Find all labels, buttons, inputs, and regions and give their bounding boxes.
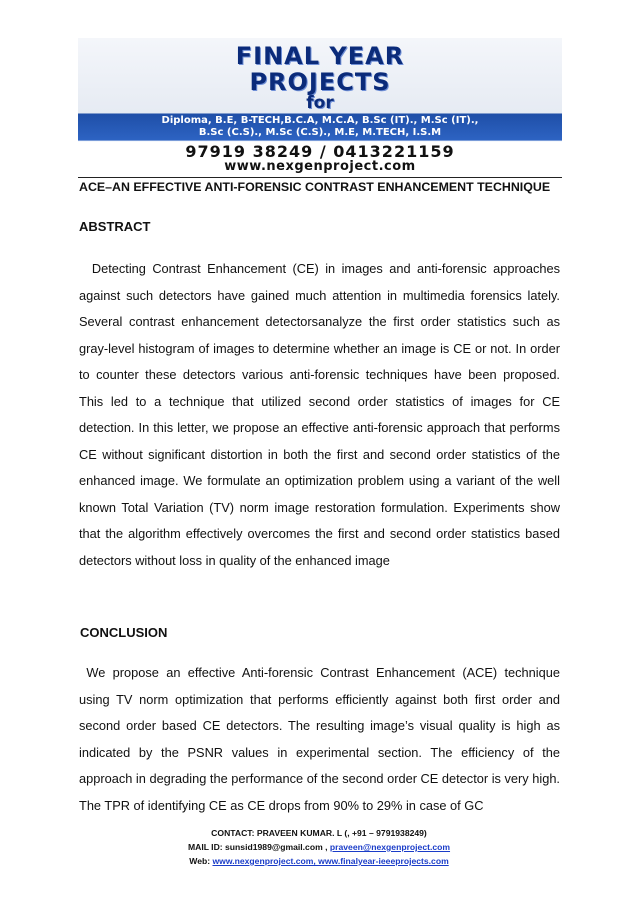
banner-line-3: for (306, 93, 334, 113)
banner-courses-line-1: Diploma, B.E, B-TECH,B.C.A, M.C.A, B.Sc (IT)., M.Sc (IT)., (161, 115, 479, 126)
banner-courses-line-2: B.Sc (C.S)., M.Sc (C.S)., M.E, M.TECH, I.S.M (198, 127, 442, 138)
banner-line-1: FINAL YEAR (235, 42, 405, 70)
abstract-text: Detecting Contrast Enhancement (CE) in images and anti-forensic approaches against such detectors have gained much attention in multimedia forensics lately. Several contrast enhancement detectorsanalyze the first order statistics such as gray-level histogram of images to determine whether an image is CE or not. In order to counter these detectors various anti-forensic techniques have been proposed. This led to a technique that utilized second order statistics of images for CE detection. In this letter, we propose an effective anti-forensic approach that performs CE without significant distortion in both the first and second order statistics of the enhanced image. We formulate an optimization problem using a variant of the well known Total Variation (TV) norm image restoration formulation. Experiments show that the algorithm effectively overcomes the first and second order statistics based detectors without loss in quality of the enhanced image (79, 261, 560, 568)
footer-mail-prefix: MAIL ID: sunsid1989@gmail.com , (187, 842, 330, 852)
conclusion-heading: CONCLUSION (80, 625, 168, 640)
footer-web-link[interactable]: www.nexgenproject.com, www.finalyear-ieeeprojects.com (212, 856, 449, 866)
banner-courses (78, 115, 562, 139)
conclusion-paragraph (79, 660, 560, 819)
title-rule (78, 177, 562, 178)
banner-line-2: PROJECTS (249, 68, 391, 96)
footer-web (0, 856, 638, 866)
banner-phone: 97919 38249 / 0413221159 (185, 142, 455, 161)
footer-mail (0, 842, 638, 852)
footer-web-prefix: Web: (189, 856, 213, 866)
abstract-paragraph (79, 256, 560, 574)
document-title: ACE–AN EFFECTIVE ANTI-FORENSIC CONTRAST ENHANCEMENT TECHNIQUE (79, 180, 551, 194)
footer-contact: CONTACT: PRAVEEN KUMAR. L (, +91 – 9791938249) (211, 828, 427, 838)
conclusion-text: We propose an effective Anti-forensic Contrast Enhancement (ACE) technique using TV norm optimization that performs efficiently against both first order and second order based CE detectors. The resulting image’s visual quality is high as indicated by the PSNR values in experimental section. The efficiency of the approach in degrading the performance of the second order CE detector is very high. The TPR of identifying CE as CE drops from 90% to 29% in case of GC (79, 665, 560, 813)
footer-mail-link[interactable]: praveen@nexgenproject.com (329, 842, 451, 852)
banner-website: www.nexgenproject.com (224, 159, 416, 174)
abstract-heading: ABSTRACT (79, 219, 151, 234)
header-banner-image (78, 38, 562, 174)
